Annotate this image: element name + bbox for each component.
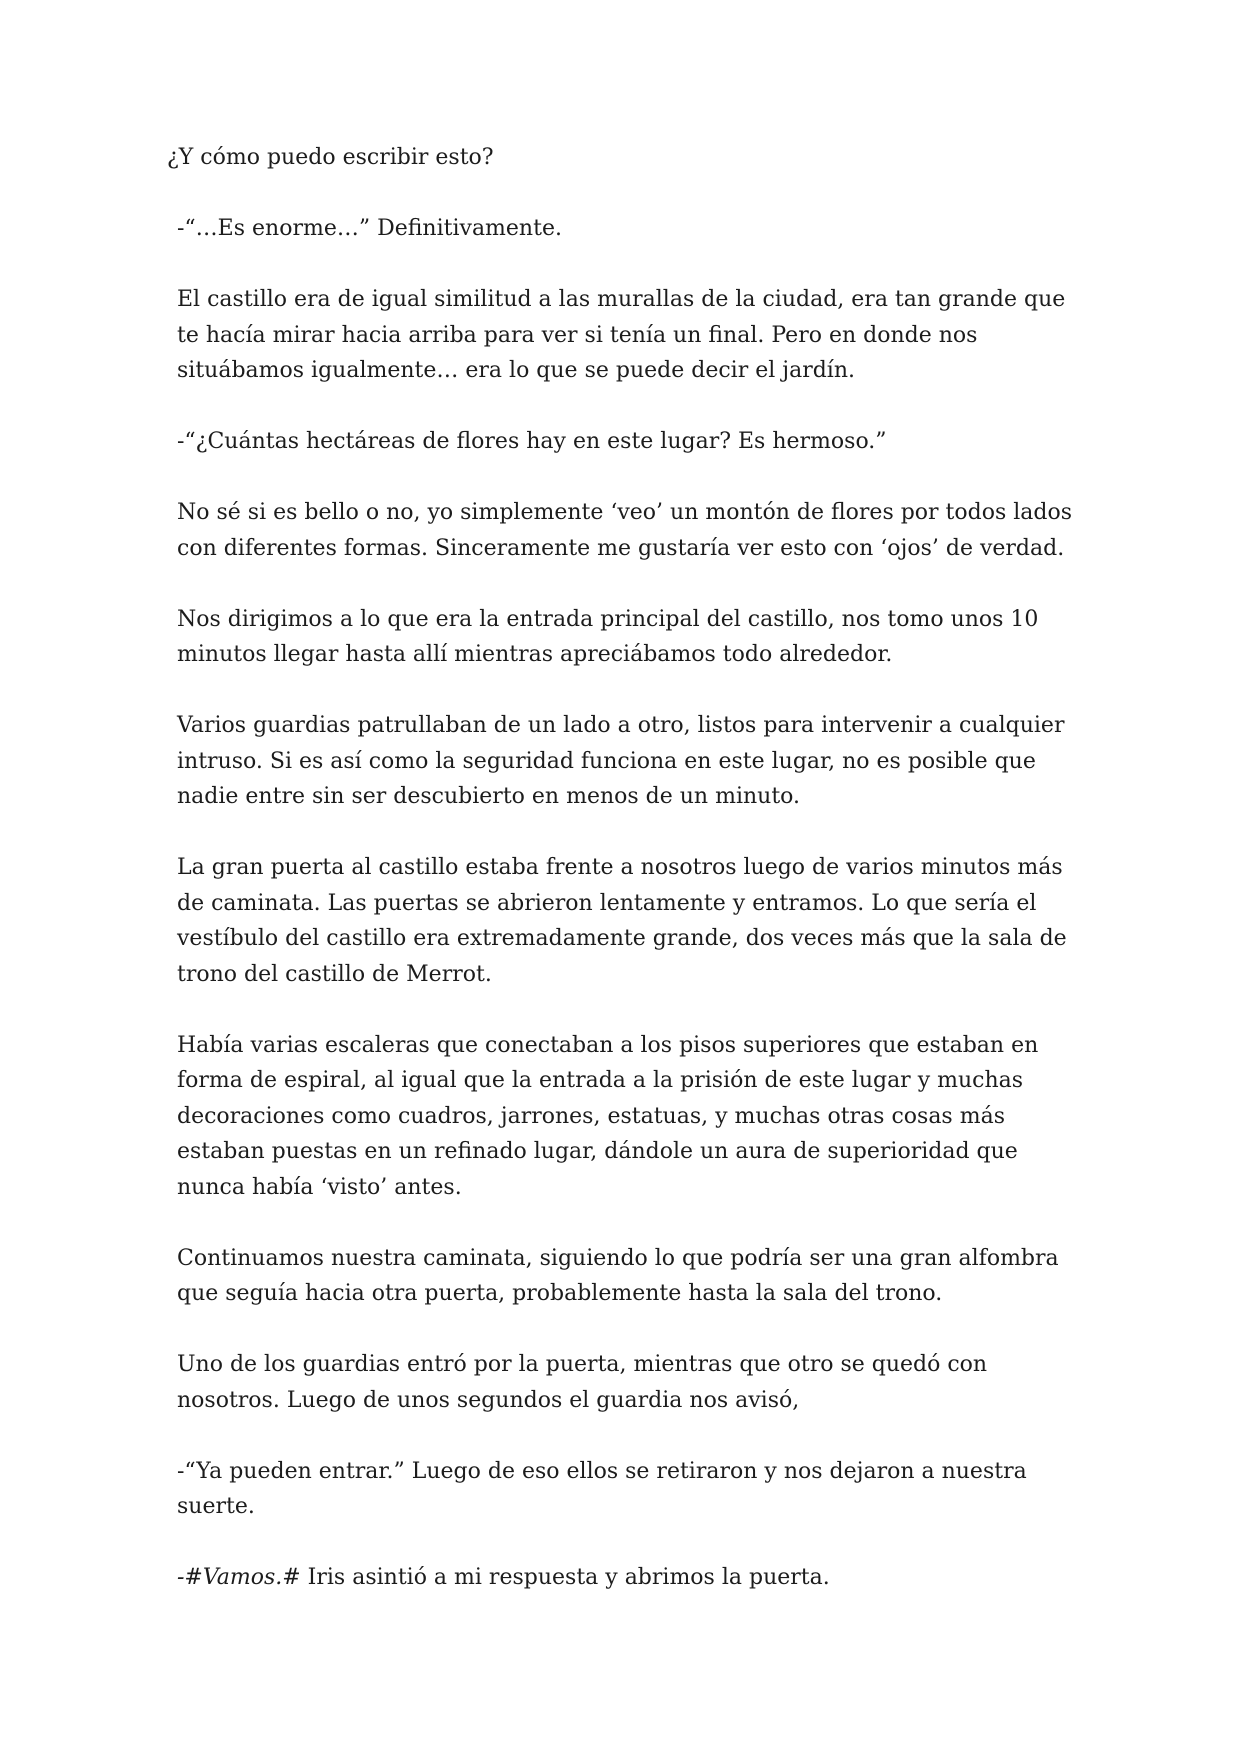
paragraph: La gran puerta al castillo estaba frente a nosotros luego de varios minutos más de caminata. Las puertas se abrieron lentamente y entramos. Lo que sería el vestíbulo del castillo era extremadamente grande, dos veces más que la sala de trono del castillo de Merrot. [177, 855, 1067, 987]
italic-thought: -#Vamos.# [177, 1565, 301, 1590]
text-column [167, 140, 1077, 1631]
paragraph: Nos dirigimos a lo que era la entrada principal del castillo, nos tomo unos 10 minutos llegar hasta allí mientras apreciábamos todo alrededor. [177, 606, 1039, 667]
paragraph: Había varias escaleras que conectaban a los pisos superiores que estaban en forma de espiral, al igual que la entrada a la prisión de este lugar y muchas decoraciones como cuadros, jarrones, estatuas, y muchas otras cosas más estaban puestas en un refinado lugar, dándole un aura de superioridad que nunca había ‘visto’ antes. [177, 1032, 1039, 1200]
paragraph: Varios guardias patrullaban de un lado a otro, listos para intervenir a cualquier intruso. Si es así como la seguridad funciona en este lugar, no es posible que nadie entre sin ser descubierto en menos de un minuto. [177, 713, 1065, 809]
paragraph: -“…Es enorme…” Definitivamente. [177, 216, 562, 241]
paragraph: -“Ya pueden entrar.” Luego de eso ellos se retiraron y nos dejaron a nuestra suerte. [177, 1458, 1027, 1519]
paragraph: El castillo era de igual similitud a las murallas de la ciudad, era tan grande que te hacía mirar hacia arriba para ver si tenía un final. Pero en donde nos situábamos igualmente… era lo que se puede decir el jardín. [177, 287, 1066, 383]
paragraph: No sé si es bello o no, yo simplemente ‘veo’ un montón de flores por todos lados con diferentes formas. Sinceramente me gustaría ver esto con ‘ojos’ de verdad. [177, 500, 1073, 561]
paragraph-rest: Iris asintió a mi respuesta y abrimos la puerta. [300, 1565, 830, 1590]
paragraph: Uno de los guardias entró por la puerta, mientras que otro se quedó con nosotros. Luego de unos segundos el guardia nos avisó, [177, 1352, 988, 1413]
last-paragraph [177, 1560, 1077, 1596]
paragraph: ¿Y cómo puedo escribir esto? [167, 145, 494, 170]
paragraph: Continuamos nuestra caminata, siguiendo lo que podría ser una gran alfombra que seguía hacia otra puerta, probablemente hasta la sala del trono. [177, 1245, 1059, 1306]
paragraph: -“¿Cuántas hectáreas de flores hay en este lugar? Es hermoso.” [177, 429, 887, 454]
